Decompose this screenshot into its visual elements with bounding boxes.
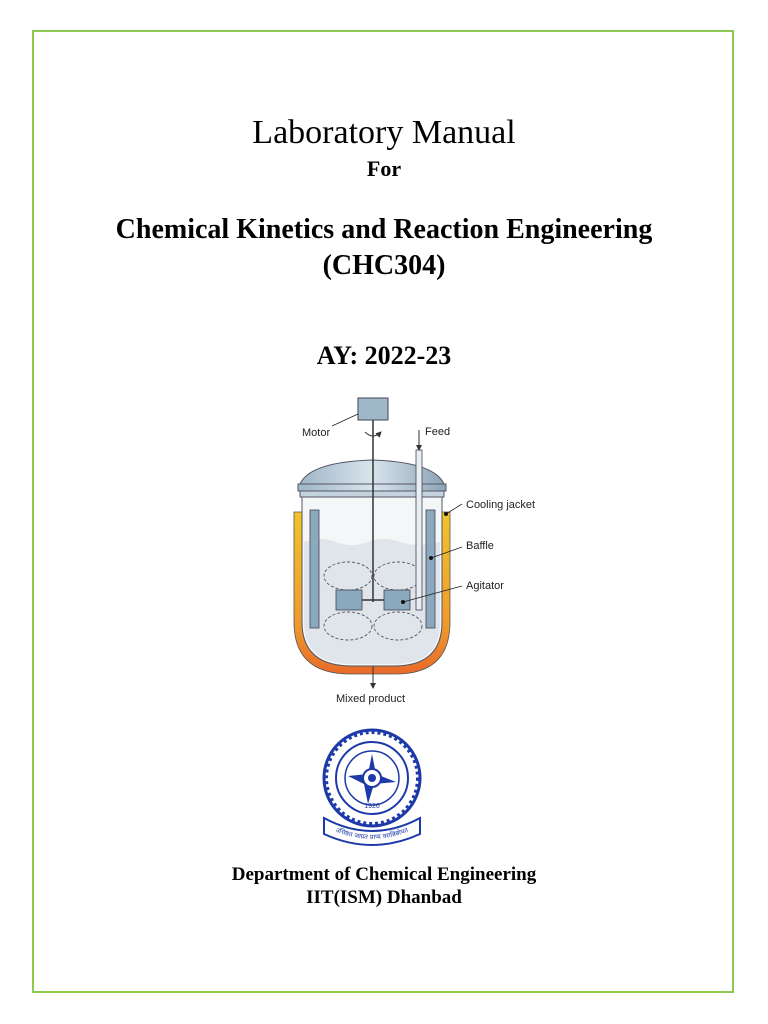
label-cooling-jacket: Cooling jacket bbox=[466, 499, 536, 511]
logo-motto: उत्तिष्ठत जाग्रत प्राप्य वरान्निबोधत bbox=[334, 825, 410, 842]
label-agitator: Agitator bbox=[466, 580, 504, 592]
motor bbox=[358, 398, 388, 420]
institute-logo bbox=[310, 726, 434, 850]
agitator-blade-left bbox=[336, 590, 362, 610]
label-baffle: Baffle bbox=[466, 540, 494, 552]
department-name: Department of Chemical Engineering bbox=[231, 864, 537, 885]
for-line: For bbox=[366, 156, 402, 181]
institute-name: IIT(ISM) Dhanbad bbox=[306, 887, 462, 908]
agitator-blade-right bbox=[384, 590, 410, 610]
cstr-reactor-diagram bbox=[290, 392, 560, 712]
baffle-right bbox=[426, 510, 435, 628]
label-feed: Feed bbox=[425, 426, 451, 438]
feed-pipe bbox=[416, 450, 422, 610]
document-title: Laboratory Manual bbox=[252, 114, 516, 151]
baffle-left bbox=[310, 510, 319, 628]
label-mixed-product: Mixed product bbox=[336, 693, 406, 705]
logo-year: 1926 bbox=[364, 803, 380, 810]
course-name: Chemical Kinetics and Reaction Engineering bbox=[115, 214, 653, 245]
academic-year: AY: 2022-23 bbox=[316, 341, 452, 370]
course-code: (CHC304) bbox=[322, 250, 446, 281]
label-motor: Motor bbox=[302, 427, 331, 439]
